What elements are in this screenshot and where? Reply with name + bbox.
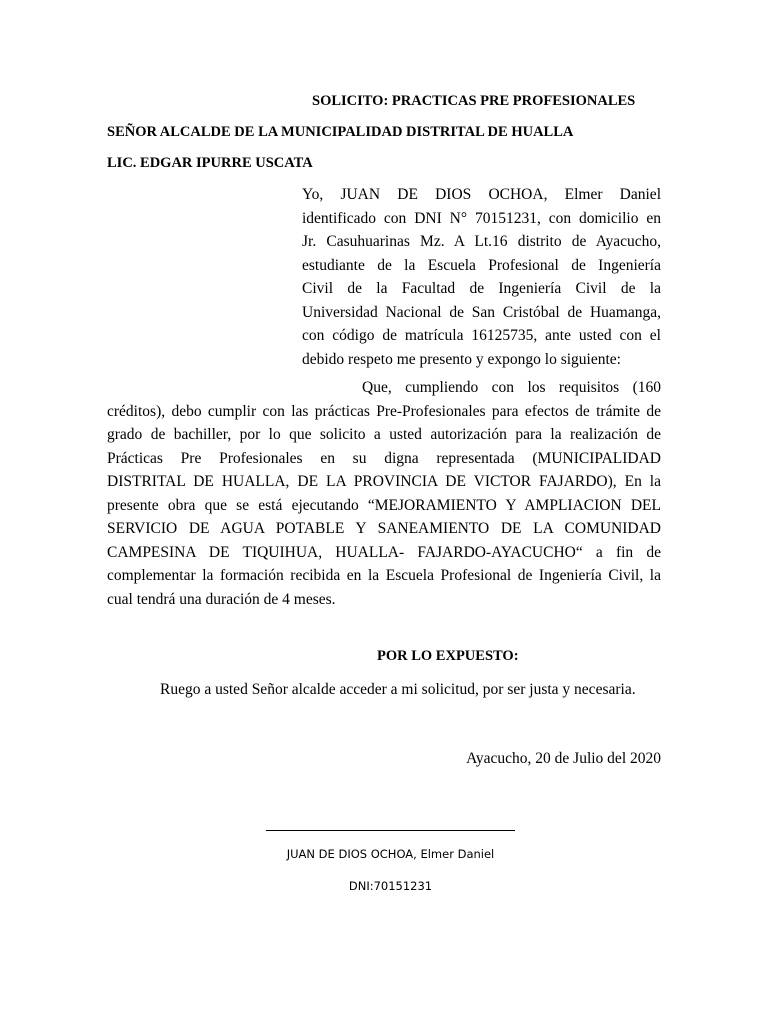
body-line: Prácticas Pre Profesionales en su digna representada (MUNICIPALIDAD: [107, 449, 661, 467]
intro-line: Universidad Nacional de San Cristóbal de Huamanga,: [302, 303, 661, 321]
body-line: complementar la formación recibida en la Escuela Profesional de Ingeniería Civil, la: [107, 567, 661, 584]
signer-id: DNI:70151231: [348, 879, 433, 893]
request-sentence: Ruego a usted Señor alcalde acceder a mi solicitud, por ser justa y necesaria.: [160, 681, 636, 698]
body-line: CAMPESINA DE TIQUIHUA, HUALLA- FAJARDO-AYACUCHO“ a fin de: [107, 543, 661, 561]
signature-line: [266, 830, 515, 831]
body-line: Que, cumpliendo con los requisitos (160: [362, 379, 661, 396]
intro-line: Yo, JUAN DE DIOS OCHOA, Elmer Daniel: [302, 186, 661, 203]
body-line: DISTRITAL DE HUALLA, DE LA PROVINCIA DE VICTOR FAJARDO), En la: [107, 473, 661, 490]
addressee-name: LIC. EDGAR IPURRE USCATA: [107, 155, 313, 171]
intro-line: identificado con DNI N° 70151231, con domicilio en: [302, 209, 661, 227]
intro-line: con código de matrícula 16125735, ante usted con el: [302, 327, 661, 344]
intro-paragraph: [302, 183, 661, 371]
body-line: presente obra que se está ejecutando “MEJORAMIENTO Y AMPLIACION DEL: [107, 496, 661, 514]
body-line: cual tendrá una duración de 4 meses.: [107, 590, 336, 608]
body-line: créditos), debo cumplir con las prácticas Pre-Profesionales para efectos de trámite de: [107, 402, 661, 420]
body-paragraph: [107, 376, 661, 611]
intro-line: estudiante de la Escuela Profesional de Ingeniería: [302, 256, 661, 274]
intro-line: Jr. Casuhuarinas Mz. A Lt.16 distrito de Ayacucho,: [302, 233, 661, 250]
place-date: Ayacucho, 20 de Julio del 2020: [466, 750, 661, 767]
subject-line: SOLICITO: PRACTICAS PRE PROFESIONALES: [312, 93, 636, 109]
intro-line: debido respeto me presento y expongo lo siguiente:: [302, 350, 621, 368]
closing-heading: POR LO EXPUESTO:: [377, 648, 519, 664]
body-line: SERVICIO DE AGUA POTABLE Y SANEAMIENTO DE LA COMUNIDAD: [107, 520, 661, 537]
body-line: grado de bachiller, por lo que solicito a usted autorización para la realización de: [107, 426, 661, 443]
intro-line: Civil de la Facultad de Ingeniería Civil de la: [302, 280, 661, 297]
signer-name: JUAN DE DIOS OCHOA, Elmer Daniel: [286, 847, 495, 861]
addressee-title: SEÑOR ALCALDE DE LA MUNICIPALIDAD DISTRITAL DE HUALLA: [107, 124, 574, 140]
